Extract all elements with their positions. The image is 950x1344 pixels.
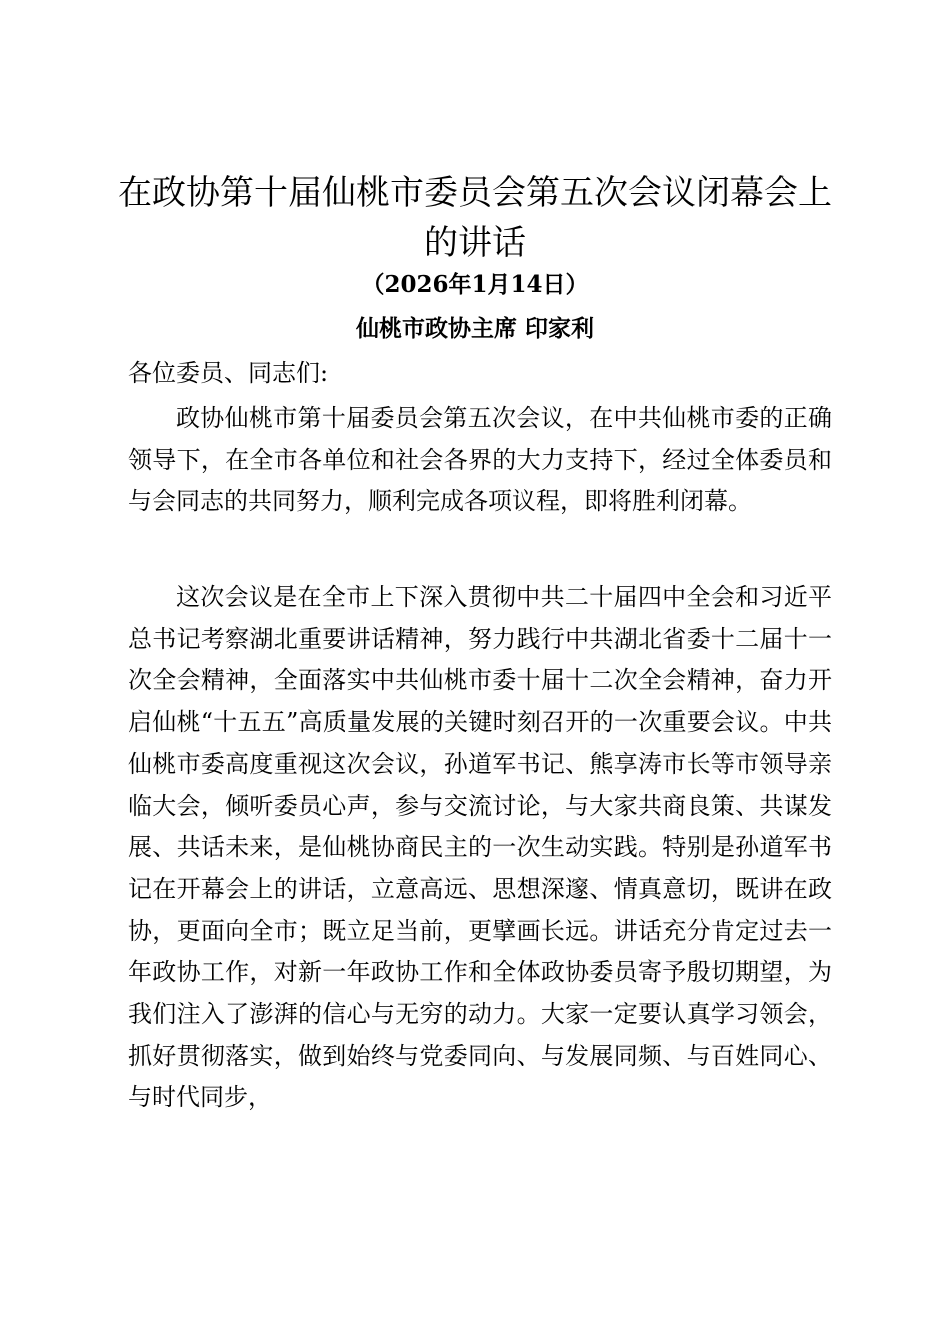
paragraph-2: 这次会议是在全市上下深入贯彻中共二十届四中全会和习近平总书记考察湖北重要讲话精神，努力践行中共湖北省委十二届十一次全会精神，全面落实中共仙桃市委十届十二次全会精神，奋力开启仙桃“十五五”高质量发展的关键时刻召开的一次重要会议。中共仙桃市委高度重视这次会议，孙道军书记、熊享涛市长等市领导亲临大会，倾听委员心声，参与交流讨论，与大家共商良策、共谋发展、共话未来，是仙桃协商民主的一次生动实践。特别是孙道军书记在开幕会上的讲话，立意高远、思想深邃、情真意切，既讲在政协，更面向全市；既立足当前，更擘画长远。讲话充分肯定过去一年政协工作，对新一年政协工作和全体政协委员寄予殷切期望，为我们注入了澎湃的信心与无穷的动力。大家一定要认真学习领会，抓好贯彻落实，做到始终与党委同向、与发展同频、与百姓同心、与时代同步， [128, 583, 832, 1112]
speech-date: （2026年1月14日） [361, 271, 589, 298]
speech-title: 在政协第十届仙桃市委员会第五次会议闭幕会上的讲话 [118, 173, 832, 263]
paragraph-1: 政协仙桃市第十届委员会第五次会议，在中共仙桃市委的正确领导下，在全市各单位和社会各界的大力支持下，经过全体委员和与会同志的共同努力，顺利完成各项议程，即将胜利闭幕。 [128, 404, 832, 516]
salutation: 各位委员、同志们: [128, 359, 329, 387]
speech-author: 仙桃市政协主席 印家利 [355, 315, 594, 342]
